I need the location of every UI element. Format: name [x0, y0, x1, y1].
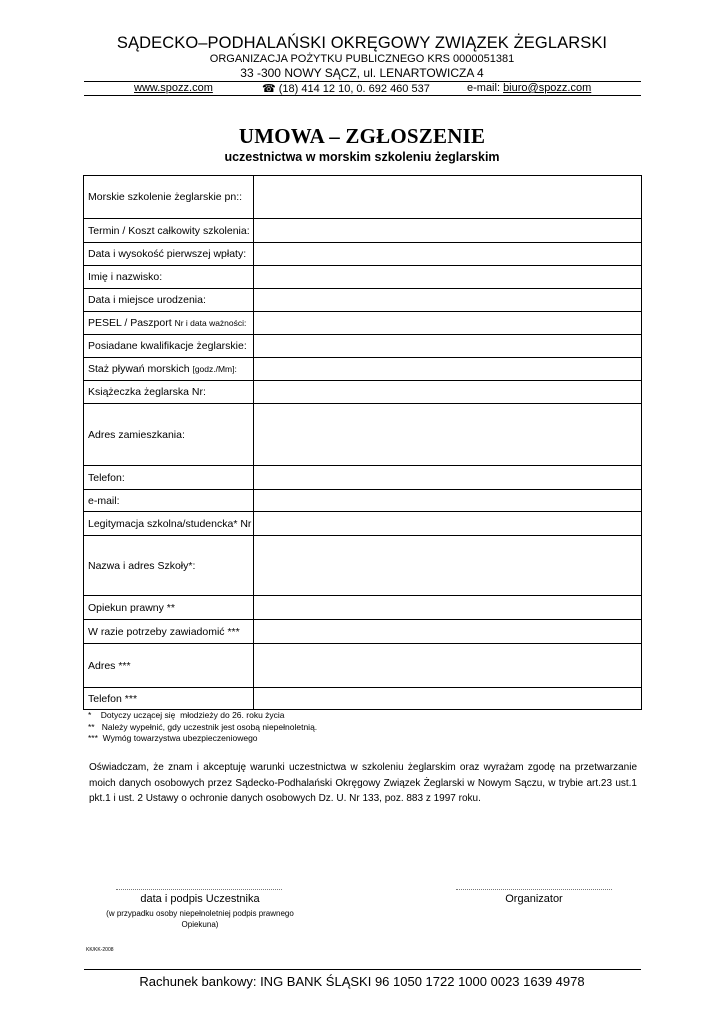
participant-signature-note: [88, 908, 312, 930]
form-row: [84, 536, 642, 596]
form-field-value[interactable]: [254, 335, 642, 358]
field-label-text: Data i wysokość pierwszej wpłaty:: [88, 248, 247, 260]
participant-signature-label: data i podpis Uczestnika: [140, 893, 260, 905]
email-link[interactable]: biuro@spozz.com: [503, 82, 592, 94]
footnote: ** Należy wypełnić, gdy uczestnik jest osobą niepełnoletnią.: [88, 721, 318, 732]
organizer-signature-label: Organizator: [505, 893, 563, 905]
form-row: [84, 644, 642, 688]
form-field-value[interactable]: [254, 490, 642, 512]
form-field-value[interactable]: [254, 620, 642, 644]
form-field-value[interactable]: [254, 466, 642, 490]
field-label-text: Legitymacja szkolna/studencka* Nr: [88, 517, 252, 530]
form-field-value[interactable]: [254, 312, 642, 335]
form-row: [84, 358, 642, 381]
form-row: [84, 512, 642, 536]
organization-address: 33 -300 NOWY SĄCZ, ul. LENARTOWICZA 4: [240, 66, 484, 80]
registration-form-table: [83, 175, 642, 710]
field-label-hint: Nr i data ważności:: [174, 318, 247, 328]
form-field-label: [84, 381, 254, 404]
form-field-value[interactable]: [254, 176, 642, 219]
field-label-text: Książeczka żeglarska Nr:: [88, 386, 206, 398]
form-field-label: [84, 512, 254, 536]
form-row: [84, 243, 642, 266]
form-row: [84, 596, 642, 620]
field-label-text: Data i miejsce urodzenia:: [88, 294, 206, 306]
participant-note-line: (w przypadku osoby niepełnoletniej podpis prawnego: [106, 909, 294, 918]
form-field-value[interactable]: [254, 688, 642, 710]
form-row: [84, 176, 642, 219]
field-label-text: Imię i nazwisko:: [88, 271, 163, 283]
form-row: [84, 312, 642, 335]
field-label-text: Morskie szkolenie żeglarskie pn::: [88, 191, 243, 203]
form-field-label: [84, 289, 254, 312]
header-bottom-divider: [84, 95, 641, 96]
form-field-value[interactable]: [254, 381, 642, 404]
organizer-signature-line[interactable]: [456, 889, 612, 890]
form-field-value[interactable]: [254, 536, 642, 596]
field-label-hint: [godz./Mm]:: [192, 364, 237, 374]
organization-status: ORGANIZACJA POŻYTKU PUBLICZNEGO KRS 0000051381: [209, 53, 515, 65]
document-code: KK/KK-2008: [86, 947, 114, 953]
website-link[interactable]: www.spozz.com: [134, 82, 213, 94]
bank-account: Rachunek bankowy: ING BANK ŚLĄSKI 96 1050 1722 1000 0023 1639 4978: [139, 974, 585, 989]
footnote: * Dotyczy uczącej się młodzieży do 26. roku życia: [88, 710, 285, 720]
form-row: [84, 335, 642, 358]
form-row: [84, 381, 642, 404]
contact-row: [84, 82, 641, 96]
field-label-text: Termin / Koszt całkowity szkolenia:: [88, 224, 250, 237]
form-field-label: [84, 404, 254, 466]
field-label-text: Telefon ***: [88, 692, 138, 705]
form-field-value[interactable]: [254, 404, 642, 466]
form-subtitle: uczestnictwa w morskim szkoleniu żeglarskim: [224, 150, 500, 164]
email-label: e-mail:: [467, 82, 504, 94]
form-row: [84, 404, 642, 466]
phone-number: [262, 82, 430, 95]
form-row: [84, 688, 642, 710]
phone-value: (18) 414 12 10, 0. 692 460 537: [275, 83, 430, 95]
form-field-value[interactable]: [254, 596, 642, 620]
field-label-text: W razie potrzeby zawiadomić ***: [88, 625, 240, 638]
field-label-text: PESEL / Paszport: [88, 317, 175, 329]
footnotes: [88, 710, 317, 745]
form-field-label: [84, 688, 254, 710]
form-row: [84, 219, 642, 243]
form-field-value[interactable]: [254, 289, 642, 312]
field-label-text: Opiekun prawny **: [88, 601, 175, 614]
participant-note-line: Opiekuna): [181, 920, 219, 929]
field-label-text: Staż pływań morskich: [88, 363, 193, 375]
form-field-value[interactable]: [254, 219, 642, 243]
field-label-text: Posiadane kwalifikacje żeglarskie:: [88, 340, 247, 352]
form-field-label: [84, 596, 254, 620]
form-field-label: [84, 243, 254, 266]
field-label-text: e-mail:: [88, 494, 120, 507]
field-label-text: Adres zamieszkania:: [88, 428, 185, 441]
form-field-value[interactable]: [254, 512, 642, 536]
footer-divider: [84, 969, 641, 970]
consent-declaration: Oświadczam, że znam i akceptuję warunki uczestnictwa w szkoleniu żeglarskim oraz wyrażam zgodę na przetwarzanie moich danych osobowych przez Sądecko-Podhalański Okręgowy Związek Żeglarski w Nowym Sączu, w trybie art.23 ust.1 pkt.1 i ust. 2 Ustawy o ochronie danych osobowych Dz. U. Nr 133, poz. 883 z 1997 roku.: [89, 762, 637, 804]
form-title: UMOWA – ZGŁOSZENIE: [238, 124, 486, 148]
field-label-text: Telefon:: [88, 471, 125, 484]
form-field-value[interactable]: [254, 358, 642, 381]
form-field-label: [84, 536, 254, 596]
form-row: [84, 289, 642, 312]
email-contact: [467, 82, 591, 94]
form-row: [84, 490, 642, 512]
form-field-label: [84, 176, 254, 219]
organization-name: SĄDECKO–PODHALAŃSKI OKRĘGOWY ZWIĄZEK ŻEGLARSKI: [116, 34, 608, 52]
telephone-icon: ☎: [262, 83, 276, 95]
form-field-value[interactable]: [254, 243, 642, 266]
form-field-label: [84, 644, 254, 688]
form-field-label: [84, 466, 254, 490]
field-label-text: Adres ***: [88, 659, 131, 672]
form-field-label: [84, 219, 254, 243]
form-field-value[interactable]: [254, 266, 642, 289]
form-field-label: [84, 266, 254, 289]
form-field-label: [84, 312, 254, 335]
form-row: [84, 266, 642, 289]
form-field-label: [84, 620, 254, 644]
form-field-label: [84, 335, 254, 358]
field-label-text: Nazwa i adres Szkoły*:: [88, 559, 196, 572]
footnote: *** Wymóg towarzystwa ubezpieczeniowego: [88, 733, 258, 743]
form-field-label: [84, 490, 254, 512]
form-row: [84, 620, 642, 644]
participant-signature-line[interactable]: [116, 889, 282, 890]
form-field-label: [84, 358, 254, 381]
form-row: [84, 466, 642, 490]
form-field-value[interactable]: [254, 644, 642, 688]
